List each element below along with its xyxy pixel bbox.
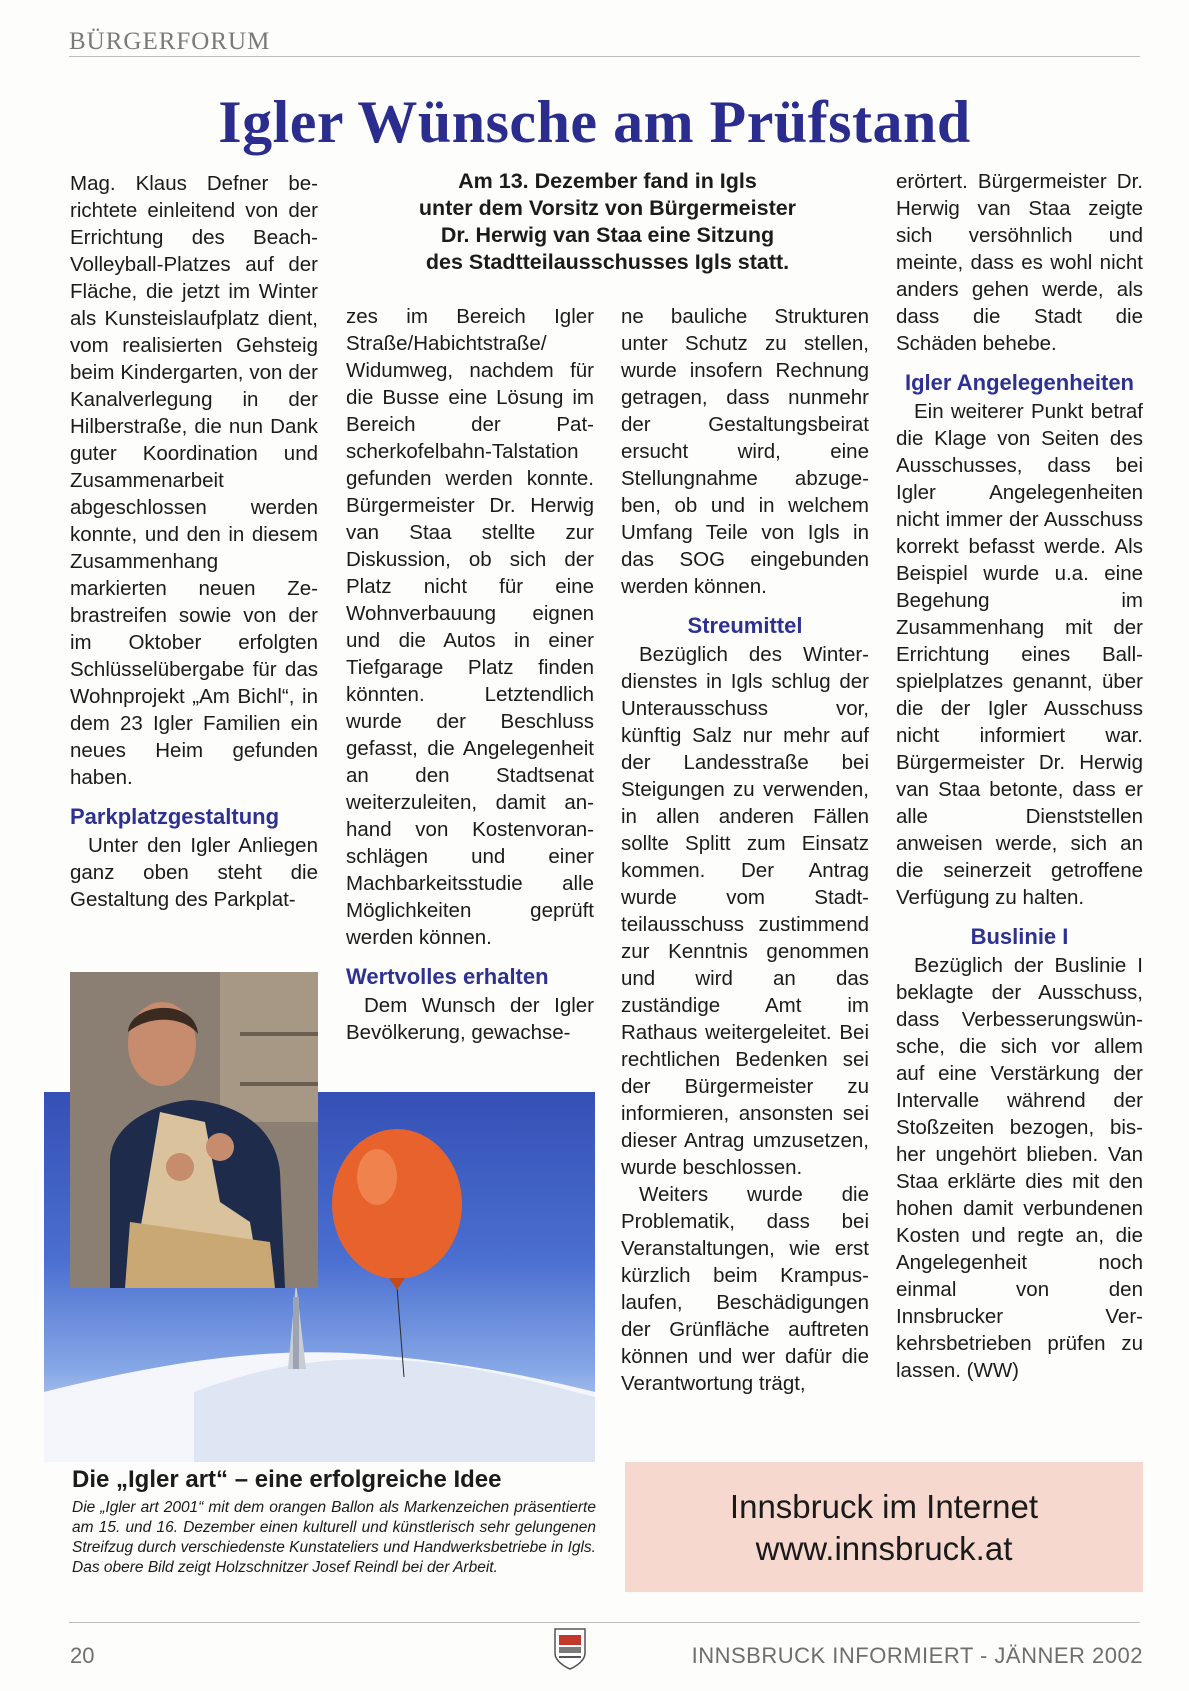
paragraph: Bezüglich der Buslinie I beklagte der Ausschuss, dass Verbesserungswünsche, die sich vor allem auf eine Verstärkung der Intervalle während der Stoßzeiten bezogen, bisher ungehört blieben. Van Staa erklärte dies mit den hohen damit verbundenen Kosten und regte an, die Angelegenheit noch einmal von den Innsbrucker Verkehrsbetrieben prüfen zu lassen. (WW)	[896, 954, 1143, 1382]
paragraph: Weiters wurde die Problematik, dass bei Veranstaltungen, wie erst kürzlich beim Krampuslaufen, Beschädigungen der Grünfläche auftreten können und wer dafür die Verantwortung trägt,	[621, 1183, 869, 1395]
paragraph: Ein weiterer Punkt betraf die Klage von Seiten des Ausschusses, dass bei Igler Angelegenheiten nicht immer der Ausschuss korrekt befasst werde. Als Beispiel wurde u.a. eine Begehung im Zusammenhang mit der Errichtung eines Ballspielplatzes genannt, über die der Igler Ausschuss nicht informiert war. Bürgermeister Dr. Herwig van Staa betonte, dass er alle Dienststellen anweisen werde, sich an die seinerzeit getroffene Verfügung zu halten.	[896, 400, 1143, 909]
innsbruck-internet-ad[interactable]	[625, 1462, 1143, 1592]
section-label: BÜRGERFORUM	[69, 28, 271, 55]
publication-footer: INNSBRUCK INFORMIERT - JÄNNER 2002	[691, 1643, 1143, 1668]
paragraph: zes im Bereich Igler Straße/Habichtstraße/ Widumweg, nachdem für die Busse eine Lösung im Bereich der Patscherkofelbahn-Talstation gefunden werden konnte. Bürgermeister Dr. Herwig van Staa stellte zur Diskussion, ob sich der Platz nicht für eine Wohnverbauung eignen und die Autos in einer Tiefgarage Platz finden könnten. Letztendlich wurde der Beschluss gefasst, die Angelegenheit an den Stadtsenat weiterzuleiten, damit anhand von Kostenvoranschlägen und einer Machbarkeitsstudie alle Möglichkeiten geprüft werden können.	[346, 305, 594, 949]
woodcarver-photo	[70, 972, 318, 1288]
paragraph: Mag. Klaus Defner berichtete einleitend von der Errichtung des Beach-Volleyball-Platzes auf der Fläche, die jetzt im Winter als Kunsteislaufplatz dient, vom realisierten Gehsteig beim Kindergarten, von der Kanalverlegung in der Hilberstraße, die nun Dank guter Koordination und Zusammenarbeit abgeschlossen werden konnte, und den in diesem Zusammenhang markierten neuen Zebrastreifen sowie von der im Oktober erfolgten Schlüsselübergabe für das Wohnprojekt „Am Bichl“, in dem 23 Igler Familien ein neues Heim gefunden haben.	[70, 172, 318, 789]
article-lead	[346, 168, 869, 276]
ad-headline: Innsbruck im Internet	[729, 1488, 1039, 1525]
paragraph: erörtert. Bürgermeister Dr. Herwig van Staa zeigte sich versöhnlich und meinte, dass es wohl nicht anders gehen werde, als dass die Stadt die Schäden behebe.	[896, 170, 1143, 355]
paragraph: Dem Wunsch der Igler Bevölkerung, gewachse-	[346, 994, 594, 1044]
bottom-divider	[69, 1622, 1140, 1623]
column-3	[621, 303, 869, 1397]
crest-icon-graphic	[553, 1627, 587, 1671]
column-2	[346, 303, 594, 1046]
subheading-wertvolles-erhalten: Wertvolles erhalten	[346, 964, 549, 989]
subheading-parkplatzgestaltung: Parkplatzgestaltung	[70, 804, 280, 829]
ad-url-link[interactable]: www.innsbruck.at	[755, 1530, 1013, 1567]
subheading-igler-angelegenheiten: Igler Angelegenheiten	[904, 370, 1134, 395]
column-4	[896, 168, 1143, 1384]
top-divider	[69, 56, 1140, 57]
subheading-buslinie: Buslinie I	[970, 924, 1069, 949]
innsbruck-crest-icon	[553, 1627, 587, 1671]
lead-line: Am 13. Dezember fand in Igls	[458, 169, 757, 193]
column-1	[70, 170, 318, 913]
paragraph: ne bauliche Strukturen unter Schutz zu stellen, wurde insofern Rechnung getragen, dass nunmehr der Gestaltungsbeirat ersucht wird, eine Stellungnahme abzugeben, ob und in welchem Umfang Teile von Igls in das SOG eingebunden werden können.	[621, 305, 869, 598]
photo-caption-title: Die „Igler art“ – eine erfolgreiche Idee	[72, 1466, 502, 1493]
paragraph: Bezüglich des Winterdienstes in Igls schlug der Unterausschuss vor, künftig Salz nur mehr auf der Landesstraße bei Steigungen zu verwenden, in allen anderen Fällen sollte Splitt zum Einsatz kommen. Der Antrag wurde vom Stadtteilausschuss zustimmend zur Kenntnis genommen und wird an das zuständige Amt im Rathaus weitergeleitet. Bei rechtlichen Bedenken sei der Bürgermeister zu informieren, ansonsten sei dieser Antrag umzusetzen, wurde beschlossen.	[621, 643, 869, 1179]
page-number: 20	[70, 1643, 95, 1668]
paragraph: Unter den Igler Anliegen ganz oben steht die Gestaltung des Parkplat-	[70, 834, 318, 911]
lead-line: unter dem Vorsitz von Bürgermeister	[418, 196, 797, 220]
woodcarver-illustration	[70, 972, 318, 1288]
subheading-streumittel: Streumittel	[687, 613, 803, 638]
lead-line: des Stadtteilausschusses Igls statt.	[425, 250, 790, 274]
lead-line: Dr. Herwig van Staa eine Sitzung	[440, 223, 775, 247]
article-headline: Igler Wünsche am Prüfstand	[218, 89, 971, 155]
photo-caption-text: Die „Igler art 2001“ mit dem orangen Ballon als Markenzeichen präsentierte am 15. und 16. Dezember einen kulturell und künstlerisch sehr gelungenen Streifzug durch verschiedenste Kunstateliers und Handwerksbetriebe in Igls. Das obere Bild zeigt Holzschnitzer Josef Reindl bei der Arbeit.	[72, 1499, 596, 1576]
